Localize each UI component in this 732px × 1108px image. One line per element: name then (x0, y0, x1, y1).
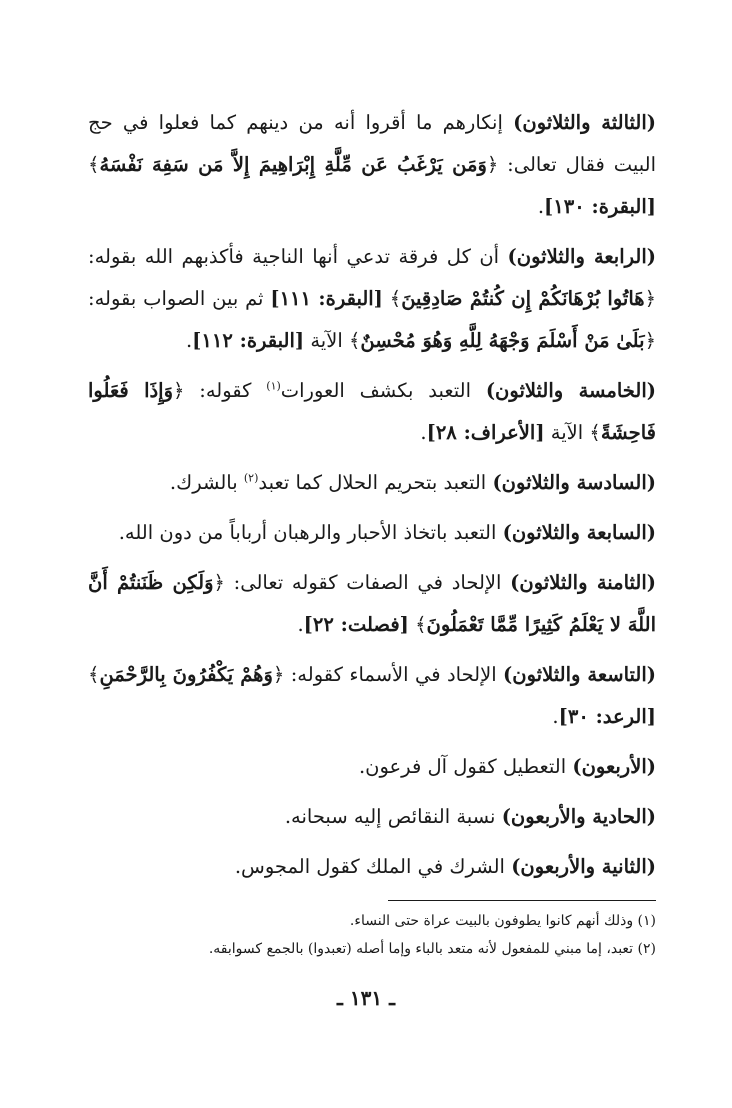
quran-close-bracket-icon: ﴾ (415, 613, 427, 636)
quran-open-bracket-icon: ﴿ (486, 153, 499, 176)
quran-open-bracket-icon: ﴿ (644, 287, 657, 310)
period: . (537, 195, 545, 218)
paragraph-33 (88, 102, 656, 228)
verse-reference: [الأعراف: ٢٨] (426, 421, 545, 444)
item-text: الآية (310, 329, 343, 352)
quran-verse: وَهُمْ يَكْفُرُونَ بِالرَّحْمَنِ (99, 663, 273, 686)
period: . (420, 421, 427, 444)
footnote-2: (٢) تعبد، إما مبني للمفعول لأنه متعد بالباء وإما أصله (تعبدوا) بالجمع كسوابقه. (208, 941, 656, 957)
item-label: ( الثامنة والثلاثون ) (510, 571, 656, 594)
item-text: بالشرك. (169, 471, 238, 494)
item-label: ( الثانية والأربعون ) (511, 855, 656, 878)
item-text: الإلحاد في الأسماء كقوله: (290, 663, 497, 686)
item-text: التعبد بتحريم الحلال كما تعبد (258, 471, 487, 494)
quran-open-bracket-icon: ﴿ (272, 663, 285, 686)
item-text: التعبد باتخاذ الأحبار والرهبان أرباباً من دون الله. (118, 521, 497, 544)
quran-verse: وَإِذَا فَعَلُوا فَاحِشَةً (88, 379, 656, 444)
quran-verse: وَلَكِن ظَنَنتُمْ أَنَّ اللَّهَ لا يَعْلَمُ كَثِيرًا مِّمَّا تَعْمَلُونَ (88, 571, 656, 636)
item-text: التعطيل كقول آل فرعون. (358, 755, 567, 778)
paragraph-42 (88, 846, 656, 888)
paragraph-37 (88, 512, 656, 554)
main-text (88, 102, 656, 896)
paragraph-35 (88, 370, 656, 454)
quran-close-bracket-icon: ﴾ (88, 153, 100, 176)
quran-close-bracket-icon: ﴾ (348, 329, 361, 352)
verse-reference: [البقرة: ١٣٠] (544, 195, 656, 218)
item-text: ثم بين الصواب بقوله: (88, 287, 264, 310)
item-label: ( السادسة والثلاثون ) (492, 471, 656, 494)
footnote-1: (١) وذلك أنهم كانوا يطوفون بالبيت عراة حتى النساء. (349, 913, 656, 929)
footnote-marker: (١) (266, 379, 281, 393)
verse-reference: [الرعد: ٣٠] (558, 705, 656, 728)
verse-reference: [فصلت: ٢٢] (303, 613, 409, 636)
item-text: أن كل فرقة تدعي أنها الناجية فأكذبهم الله بقوله: (88, 245, 500, 268)
item-label: ( الحادية والأربعون ) (502, 805, 656, 828)
period: . (552, 705, 559, 728)
footnote-marker: (٢) (243, 471, 259, 485)
quran-close-bracket-icon: ﴾ (88, 663, 100, 686)
paragraph-36 (88, 462, 656, 504)
item-text: التعبد بكشف العورات (280, 379, 471, 402)
item-label: ( الأربعون ) (572, 755, 656, 778)
quran-verse: هَاتُوا بُرْهَانَكُمْ إِن كُنتُمْ صَادِقِينَ (401, 287, 645, 310)
quran-open-bracket-icon: ﴿ (644, 329, 656, 352)
item-text: كقوله: (199, 379, 252, 402)
item-label: ( التاسعة والثلاثون ) (503, 663, 656, 686)
paragraph-41 (88, 796, 656, 838)
quran-open-bracket-icon: ﴿ (213, 571, 225, 594)
item-label: ( الثالثة والثلاثون ) (513, 111, 656, 134)
paragraph-34 (88, 236, 656, 362)
quran-close-bracket-icon: ﴾ (389, 287, 402, 310)
verse-reference: [البقرة: ١١٢] (192, 329, 305, 352)
page-number: ـ ١٣١ ـ (337, 986, 395, 1010)
footnote-separator (388, 900, 656, 901)
item-text: الآية (550, 421, 584, 444)
quran-verse: بَلَىٰ مَنْ أَسْلَمَ وَجْهَهُ لِلَّهِ وَهُوَ مُحْسِنٌ (360, 329, 645, 352)
item-text: الشرك في الملك كقول المجوس. (234, 855, 505, 878)
period: . (297, 613, 304, 636)
item-text: الإلحاد في الصفات كقوله تعالى: (233, 571, 502, 594)
item-text: نسبة النقائص إليه سبحانه. (284, 805, 496, 828)
paragraph-40 (88, 746, 656, 788)
item-label: ( السابعة والثلاثون ) (503, 521, 656, 544)
quran-verse: وَمَن يَرْغَبُ عَن مِّلَّةِ إِبْرَاهِيمَ إِلاَّ مَن سَفِهَ نَفْسَهُ (99, 153, 487, 176)
footnotes (88, 907, 656, 963)
item-text: إنكارهم ما أقروا أنه من دينهم كما فعلوا في حج البيت فقال تعالى: (88, 111, 656, 176)
verse-reference: [البقرة: ١١١] (270, 287, 383, 310)
period: . (185, 329, 193, 352)
paragraph-38 (88, 562, 656, 646)
item-label: ( الخامسة والثلاثون ) (486, 379, 656, 402)
item-label: ( الرابعة والثلاثون ) (508, 245, 656, 268)
quran-open-bracket-icon: ﴿ (173, 379, 185, 402)
quran-close-bracket-icon: ﴾ (589, 421, 601, 444)
paragraph-39 (88, 654, 656, 738)
